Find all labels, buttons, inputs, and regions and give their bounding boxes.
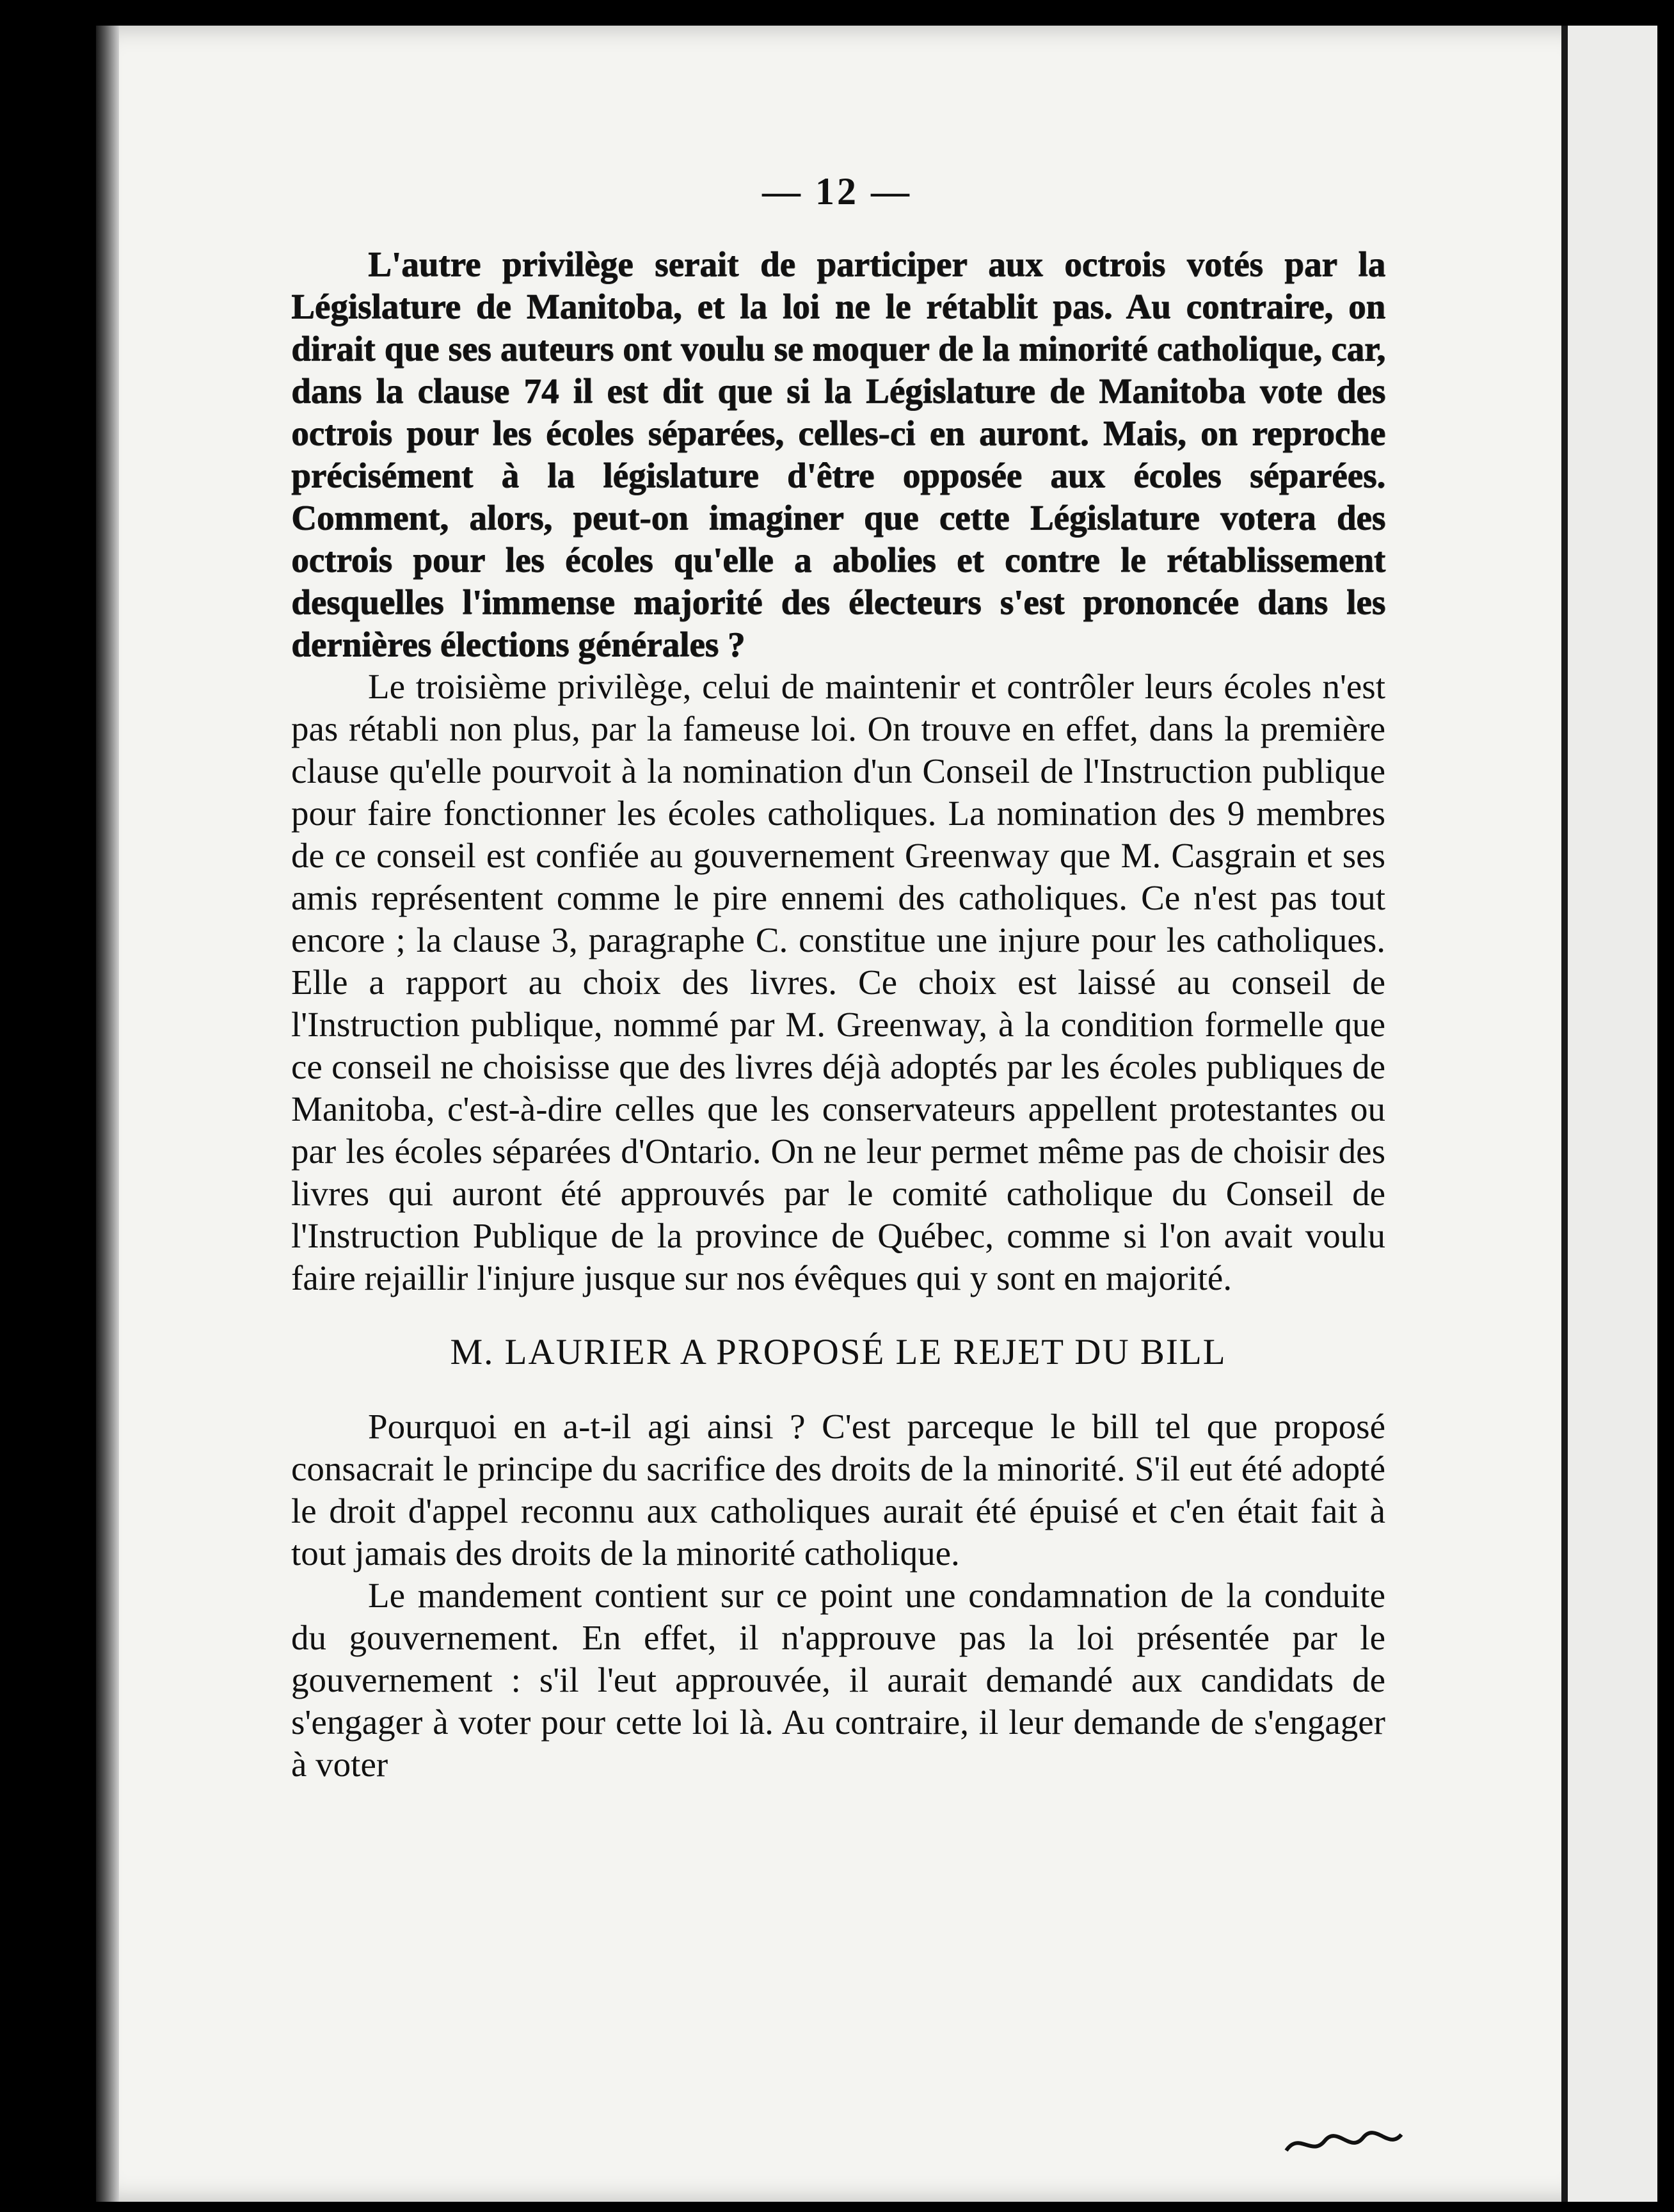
paragraph-2: Le troisième privilège, celui de maintenir et contrôler leurs écoles n'est pas rétabli non plus, par la fameuse loi. On trouve en effet, dans la première clause qu'elle pourvoit à la nomination d'un Conseil de l'Instruction publique pour faire fonctionner les écoles catholiques. La nomination des 9 membres de ce conseil est confiée au gouvernement Greenway que M. Casgrain et ses amis représentent comme le pire ennemi des catholiques. Ce n'est pas tout encore ; la clause 3, paragraphe C. constitue une injure pour les catholiques. Elle a rapport au choix des livres. Ce choix est laissé au conseil de l'Instruction publique, nommé par M. Greenway, à la condition formelle que ce conseil ne choisisse que des livres déjà adoptés par les écoles publiques de Manitoba, c'est-à-dire celles que les conservateurs appellent protestantes ou par les écoles séparées d'Ontario. On ne leur permet même pas de choisir des livres qui auront été approuvés par le comité catholique du Conseil de l'Instruction Publique de la province de Québec, comme si l'on avait voulu faire rejaillir l'injure jusque sur nos évêques qui y sont en majorité. <box>291 667 1385 1297</box>
page-number: — 12 — <box>762 170 912 212</box>
page-binding-shadow <box>96 26 119 2202</box>
paragraph-4: Le mandement contient sur ce point une condamnation de la conduite du gouvernement. En effet, il n'approuve pas la loi présentée par le gouvernement : s'il l'eut approuvée, il aurait demandé aux candidats de s'engager à voter pour cette loi là. Au contraire, il leur demande de s'engager à voter <box>291 1576 1385 1784</box>
paragraph-1: L'autre privilège serait de participer aux octrois votés par la Législature de Manitoba, et la loi ne le rétablit pas. Au contraire, on dirait que ses auteurs ont voulu se moquer de la minorité catholique, car, dans la clause 74 il est dit que si la Législature de Manitoba vote des octrois pour les écoles séparées, celles-ci en auront. Mais, on reproche précisément à la législature d'être opposée aux écoles séparées. Comment, alors, peut-on imaginer que cette Législature votera des octrois pour les écoles qu'elle a abolies et contre le rétablissement desquelles l'immense majorité des électeurs s'est prononcée dans les dernières élections générales ? <box>291 244 1385 664</box>
body-text <box>291 243 1385 1786</box>
adjacent-page-strip <box>1568 26 1657 2202</box>
section-heading: M. LAURIER A PROPOSÉ LE REJET DU BILL <box>450 1332 1227 1372</box>
handwritten-mark-icon <box>1280 2125 1408 2163</box>
paragraph-3: Pourquoi en a-t-il agi ainsi ? C'est parceque le bill tel que proposé consacrait le principe du sacrifice des droits de la minorité. S'il eut été adopté le droit d'appel reconnu aux catholiques aurait été épuisé et c'en était fait à tout jamais des droits de la minorité catholique. <box>291 1407 1385 1573</box>
page-edge <box>1561 26 1568 2202</box>
